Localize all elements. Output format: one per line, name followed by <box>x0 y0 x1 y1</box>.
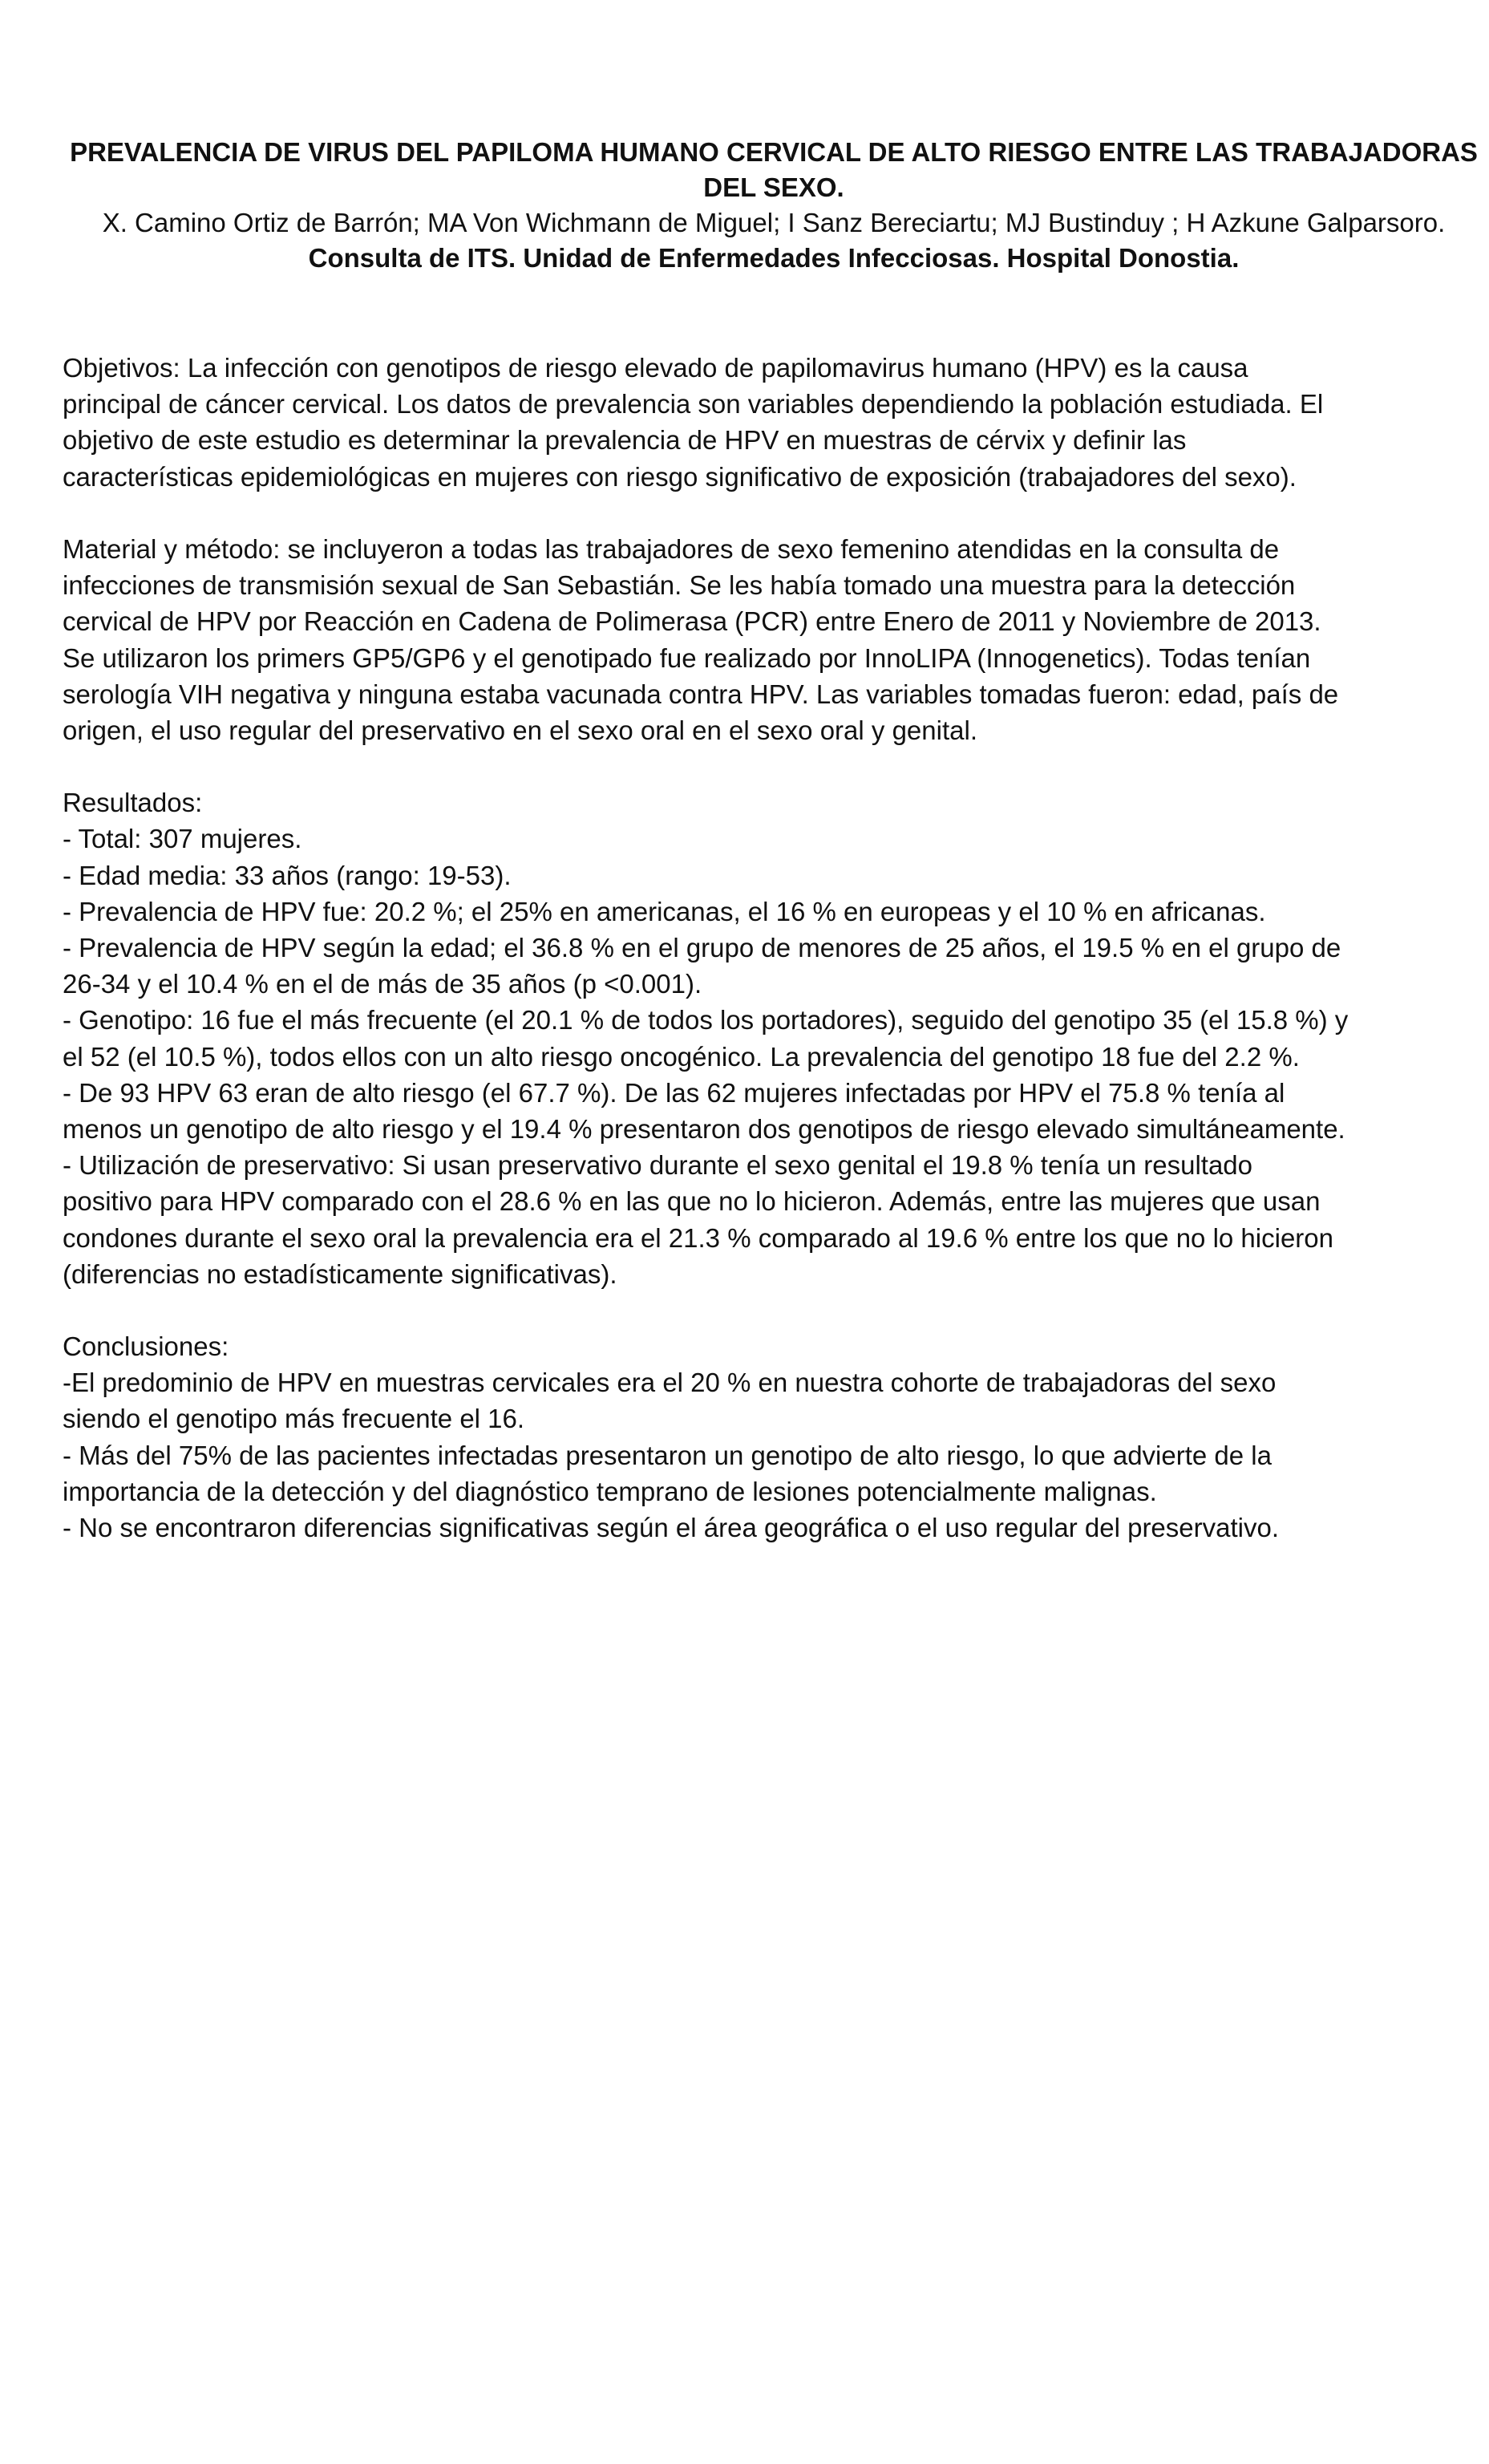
list-item: - De 93 HPV 63 eran de alto riesgo (el 67.7 %). De las 62 mujeres infectadas por HPV el 75.8 % tenía al <box>63 1077 1285 1108</box>
section-material-metodo <box>63 531 1489 748</box>
list-item: - Prevalencia de HPV según la edad; el 36.8 % en el grupo de menores de 25 años, el 19.5 % en el grupo de <box>63 933 1341 962</box>
section-heading: Resultados: <box>63 788 203 818</box>
document-header <box>64 135 1483 276</box>
author-list: X. Camino Ortiz de Barrón; MA Von Wichmann de Miguel; I Sanz Bereciartu; MJ Bustinduy ; H Azkune Galparsoro. <box>102 208 1446 237</box>
paragraph-line: características epidemiológicas en mujeres con riesgo significativo de exposición (trabajadores del sexo). <box>63 461 1297 492</box>
list-item: - Total: 307 mujeres. <box>63 824 302 854</box>
paragraph-line: serología VIH negativa y ninguna estaba vacunada contra HPV. Las variables tomadas fueron: edad, país de <box>63 679 1339 709</box>
list-item: - Más del 75% de las pacientes infectadas presentaron un genotipo de alto riesgo, lo que advierte de la <box>63 1440 1272 1470</box>
list-item-continuation: condones durante el sexo oral la prevalencia era el 21.3 % comparado al 19.6 % entre los que no lo hicieron <box>63 1222 1333 1253</box>
list-item: - No se encontraron diferencias significativas según el área geográfica o el uso regular del preservativo. <box>63 1513 1280 1542</box>
document-title: PREVALENCIA DE VIRUS DEL PAPILOMA HUMANO CERVICAL DE ALTO RIESGO ENTRE LAS TRABAJADORAS DEL SEXO. <box>70 137 1478 202</box>
section-resultados <box>63 784 1489 1292</box>
list-item: - Utilización de preservativo: Si usan preservativo durante el sexo genital el 19.8 % tenía un resultado <box>63 1150 1253 1181</box>
list-item: - Edad media: 33 años (rango: 19-53). <box>63 860 512 890</box>
paragraph-spacer <box>63 1292 1489 1328</box>
paragraph-spacer <box>63 495 1489 531</box>
list-item-continuation: siendo el genotipo más frecuente el 16. <box>63 1404 525 1434</box>
paragraph-line: objetivo de este estudio es determinar la prevalencia de HPV en muestras de cérvix y definir las <box>63 425 1187 456</box>
paragraph-line: cervical de HPV por Reacción en Cadena de Polimerasa (PCR) entre Enero de 2011 y Noviembre de 2013. <box>63 606 1321 637</box>
list-item: - Genotipo: 16 fue el más frecuente (el 20.1 % de todos los portadores), seguido del genotipo 35 (el 15.8 %) y <box>63 1005 1349 1035</box>
list-item-continuation: importancia de la detección y del diagnóstico temprano de lesiones potencialmente malignas. <box>63 1476 1157 1506</box>
list-item: - Prevalencia de HPV fue: 20.2 %; el 25% en americanas, el 16 % en europeas y el 10 % en africanas. <box>63 896 1266 926</box>
paragraph-line: Material y método: se incluyeron a todas las trabajadores de sexo femenino atendidas en la consulta de <box>63 533 1280 564</box>
list-item-continuation: (diferencias no estadísticamente significativas). <box>63 1258 617 1289</box>
paragraph-line: origen, el uso regular del preservativo en el sexo oral en el sexo oral y genital. <box>63 715 977 745</box>
paragraph-line: principal de cáncer cervical. Los datos de prevalencia son variables dependiendo la población estudiada. El <box>63 389 1324 419</box>
affiliation: Consulta de ITS. Unidad de Enfermedades Infecciosas. Hospital Donostia. <box>308 243 1240 273</box>
section-objetivos <box>63 350 1489 495</box>
paragraph-line: infecciones de transmisión sexual de San Sebastián. Se les había tomado una muestra para la detección <box>63 570 1296 601</box>
document-body <box>63 350 1489 1546</box>
list-item-continuation: 26-34 y el 10.4 % en el de más de 35 años (p <0.001). <box>63 969 702 999</box>
section-conclusiones <box>63 1328 1489 1546</box>
list-item-continuation: menos un genotipo de alto riesgo y el 19.4 % presentaron dos genotipos de riesgo elevado simultáneamente. <box>63 1113 1345 1144</box>
list-item-continuation: positivo para HPV comparado con el 28.6 % en las que no lo hicieron. Además, entre las mujeres que usan <box>63 1186 1321 1217</box>
paragraph-line: Objetivos: La infección con genotipos de riesgo elevado de papilomavirus humano (HPV) es la causa <box>63 353 1248 383</box>
paragraph-spacer <box>63 748 1489 784</box>
paragraph-line: Se utilizaron los primers GP5/GP6 y el genotipado fue realizado por InnoLIPA (Innogenetics). Todas tenían <box>63 642 1311 673</box>
list-item-continuation: el 52 (el 10.5 %), todos ellos con un alto riesgo oncogénico. La prevalencia del genotipo 18 fue del 2.2 %. <box>63 1041 1300 1072</box>
list-item: -El predominio de HPV en muestras cervicales era el 20 % en nuestra cohorte de trabajadoras del sexo <box>63 1368 1277 1398</box>
section-heading: Conclusiones: <box>63 1331 229 1362</box>
